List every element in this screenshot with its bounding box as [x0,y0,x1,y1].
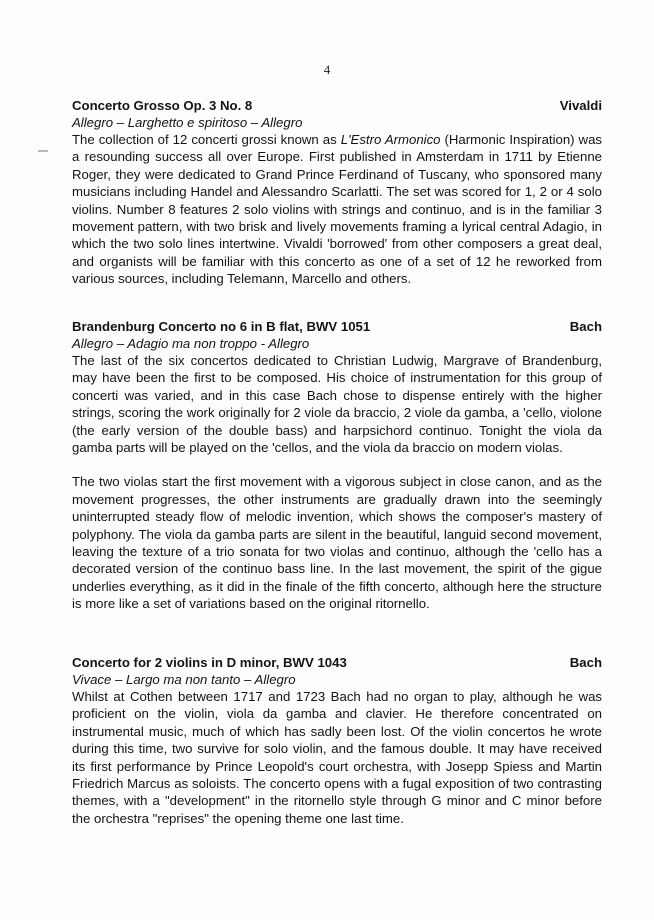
work-title: Concerto Grosso Op. 3 No. 8 [72,98,253,113]
body-paragraph [72,352,602,456]
section-heading [72,318,602,335]
paragraph-text: The two violas start the first movement with a vigorous subject in close canon, and as the movement progresses, the other instruments are gradually drawn into the seemingly uninterrupted steady flow of melodic invention, which shows the composer's mastery of polyphony. The viola da gamba parts are silent in the beautiful, languid second movement, leaving the texture of a trio sonata for two violas and continuo, although the 'cello has a decorated version of the continuo bass line. In the last movement, the spirit of the gigue underlies everything, as it did in the finale of the fifth concerto, although here the structure is more like a set of variations based on the original ritornello. [72,474,602,612]
margin-mark [38,150,48,152]
work-title: Brandenburg Concerto no 6 in B flat, BWV 1051 [72,319,371,334]
page-number: 4 [323,62,331,77]
movement-list: Allegro – Adagio ma non troppo - Allegro [72,336,310,351]
body-paragraph [72,688,602,827]
paragraph-text: The collection of 12 concerti grossi known as [72,132,341,147]
programme-note-double-concerto [72,654,602,827]
movement-list: Vivace – Largo ma non tanto – Allegro [72,672,296,687]
section-heading [72,654,602,671]
paragraph-text: The last of the six concertos dedicated to Christian Ludwig, Margrave of Brandenburg, may have been the first to be composed. His choice of instrumentation for this group of concerti was varied, and in this case Bach chose to dispense entirely with the higher strings, scoring the work originally for 2 viole da braccio, 2 viole da gamba, a 'cello, violone (the early version of the double bass) and harpsichord continuo. Tonight the viola da gamba parts will be played on the 'cellos, and the viola da braccio on modern violas. [72,353,602,456]
body-paragraph [72,473,602,612]
work-title: Concerto for 2 violins in D minor, BWV 1043 [72,655,347,670]
programme-note-vivaldi [72,97,602,288]
composer-name: Bach [569,655,602,670]
composer-name: Bach [569,319,602,334]
body-paragraph [72,131,602,288]
paragraph-text: Whilst at Cothen between 1717 and 1723 Bach had no organ to play, although he was proficient on the violin, viola da gamba and clavier. He therefore concentrated on instrumental music, much of which has sadly been lost. Of the violin concertos he wrote during this time, two survive for solo violin, and the famous double. It may have received its first performance by Prince Leopold's court orchestra, with Josepp Spiess and Martin Friedrich Marcus as soloists. The concerto opens with a fugal exposition of two contrasting themes, with a "development" in the ritornello style through G minor and C minor before the orchestra "reprises" the opening theme one last time. [72,689,602,826]
italic-title: L'Estro Armonico [340,132,441,147]
composer-name: Vivaldi [559,98,602,113]
paragraph-text: (Harmonic Inspiration) was a resounding success all over Europe. First published in Amsterdam in 1711 by Etienne Roger, they were dedicated to Grand Prince Ferdinand of Tuscany, who sponsored many musicians including Handel and Alessandro Scarlatti. The set was scored for 1, 2 or 4 solo violins. Number 8 features 2 solo violins with strings and continuo, and is in the familiar 3 movement pattern, with two brisk and lively movements framing a lyrical central Adagio, in which the two solo lines intertwine. Vivaldi 'borrowed' from other composers a great deal, and organists will be familiar with this concerto as one of a set of 12 he reworked from various sources, including Telemann, Marcello and others. [72,132,603,287]
programme-note-brandenburg [72,318,602,613]
movement-list: Allegro – Larghetto e spiritoso – Allegro [72,115,303,130]
section-heading [72,97,602,114]
